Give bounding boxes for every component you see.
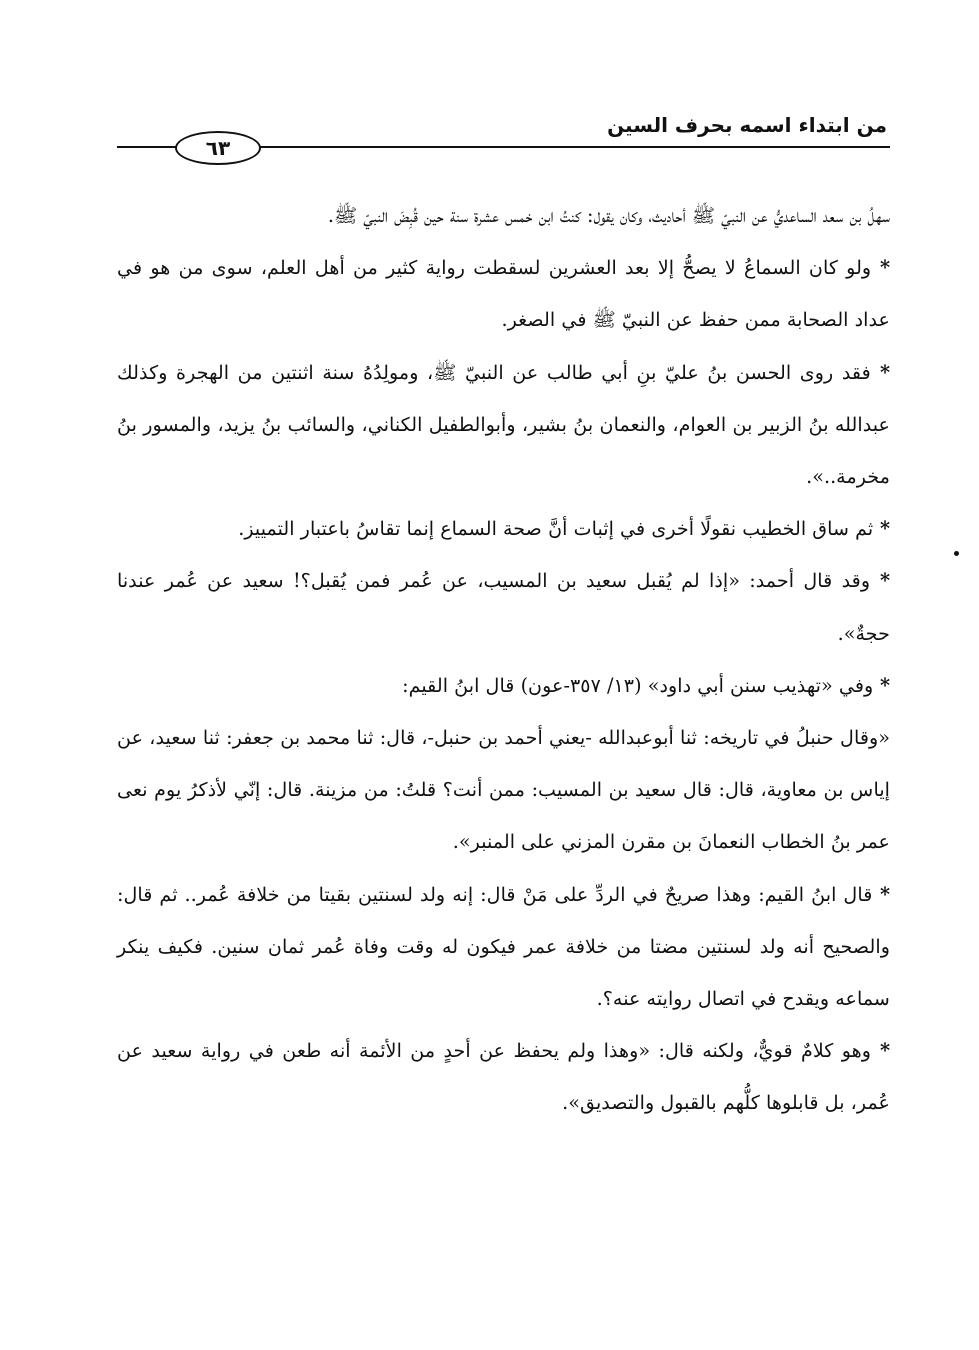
paragraph: [117, 347, 890, 504]
paragraph: [117, 503, 890, 555]
paragraph-text: فقد روى الحسن بنُ عليّ بنِ أبي طالب عن النبيّ ﷺ، ومولِدُهُ سنة اثنتين من الهجرة وكذلك عبدالله بنُ الزبير بن العوام، والنعمان بنُ بشير، وأبوالطفيل الكناني، والسائب بنُ يزيد، والمسور بنُ مخرمة..».: [117, 360, 890, 489]
bullet-marker: *: [873, 673, 890, 697]
paragraph-text: وهو كلامٌ قويٌّ، ولكنه قال: «وهذا ولم يحفظ عن أحدٍ من الأئمة أنه طعن في رواية سعيد عن عُمر، بل قابلوها كلُّهم بالقبول والتصديق».: [117, 1039, 890, 1115]
paragraph: [117, 242, 890, 346]
paragraph-text: وفي «تهذيب سنن أبي داود» (١٣/ ٣٥٧-عون) قال ابنُ القيم:: [402, 673, 874, 697]
bullet-marker: *: [871, 1039, 891, 1063]
margin-dot: [954, 551, 959, 556]
paragraph: [117, 555, 890, 659]
body-text: [117, 190, 890, 1130]
bullet-marker: *: [871, 256, 890, 280]
paragraph-text: «وقال حنبلُ في تاريخه: ثنا أبوعبدالله -يعني أحمد بن حنبل-، قال: ثنا محمد بن جعفر: ثنا سعيد، عن إياس بن معاوية، قال: قال سعيد بن المسيب: ممن أنت؟ قلتُ: من مزينة. قال: إنّي لأذكرُ يوم نعى عمر بنُ الخطاب النعمانَ بن مقرن المزني على المنبر».: [117, 726, 890, 854]
paragraph-text: وقد قال أحمد: «إذا لم يُقبل سعيد بن المسيب، عن عُمر فمن يُقبل؟! سعيد عن عُمر عندنا حجةٌ».: [117, 569, 890, 645]
paragraph: [117, 660, 890, 712]
paragraph: [117, 869, 890, 1026]
page-number: ٦٣: [175, 131, 261, 165]
paragraph: [117, 190, 890, 242]
paragraph-text: سهلُ بن سعد الساعديُّ عن النبيّ ﷺ أحاديث، وكان يقول: كنتُ ابن خمس عشرة سنة حين قُبِضَ النبيّ ﷺ.: [327, 204, 890, 227]
bullet-marker: *: [870, 360, 890, 384]
bullet-marker: *: [873, 517, 890, 541]
bullet-marker: *: [870, 569, 890, 593]
paragraph-text: قال ابنُ القيم: وهذا صريحٌ في الردِّ على مَنْ قال: إنه ولد لسنتين بقيتا من خلافة عُمر.. ثم قال: والصحيح أنه ولد لسنتين مضتا من خلافة عمر فيكون له وقت وفاة عُمر ثمان سنين. فكيف ينكر سماعه ويقدح في اتصال روايته عنه؟.: [117, 882, 890, 1011]
bullet-marker: *: [872, 882, 891, 906]
running-header-title: من ابتداء اسمه بحرف السين: [607, 113, 887, 137]
paragraph: [117, 1025, 890, 1129]
paragraph: [117, 712, 890, 869]
paragraph-text: ولو كان السماعُ لا يصحُّ إلا بعد العشرين لسقطت رواية كثير من أهل العلم، سوى من هو في عداد الصحابة ممن حفظ عن النبيّ ﷺ في الصغر.: [117, 256, 890, 332]
paragraph-text: ثم ساق الخطيب نقولًا أخرى في إثبات أنَّ صحة السماع إنما تقاسُ باعتبار التمييز.: [238, 517, 874, 541]
